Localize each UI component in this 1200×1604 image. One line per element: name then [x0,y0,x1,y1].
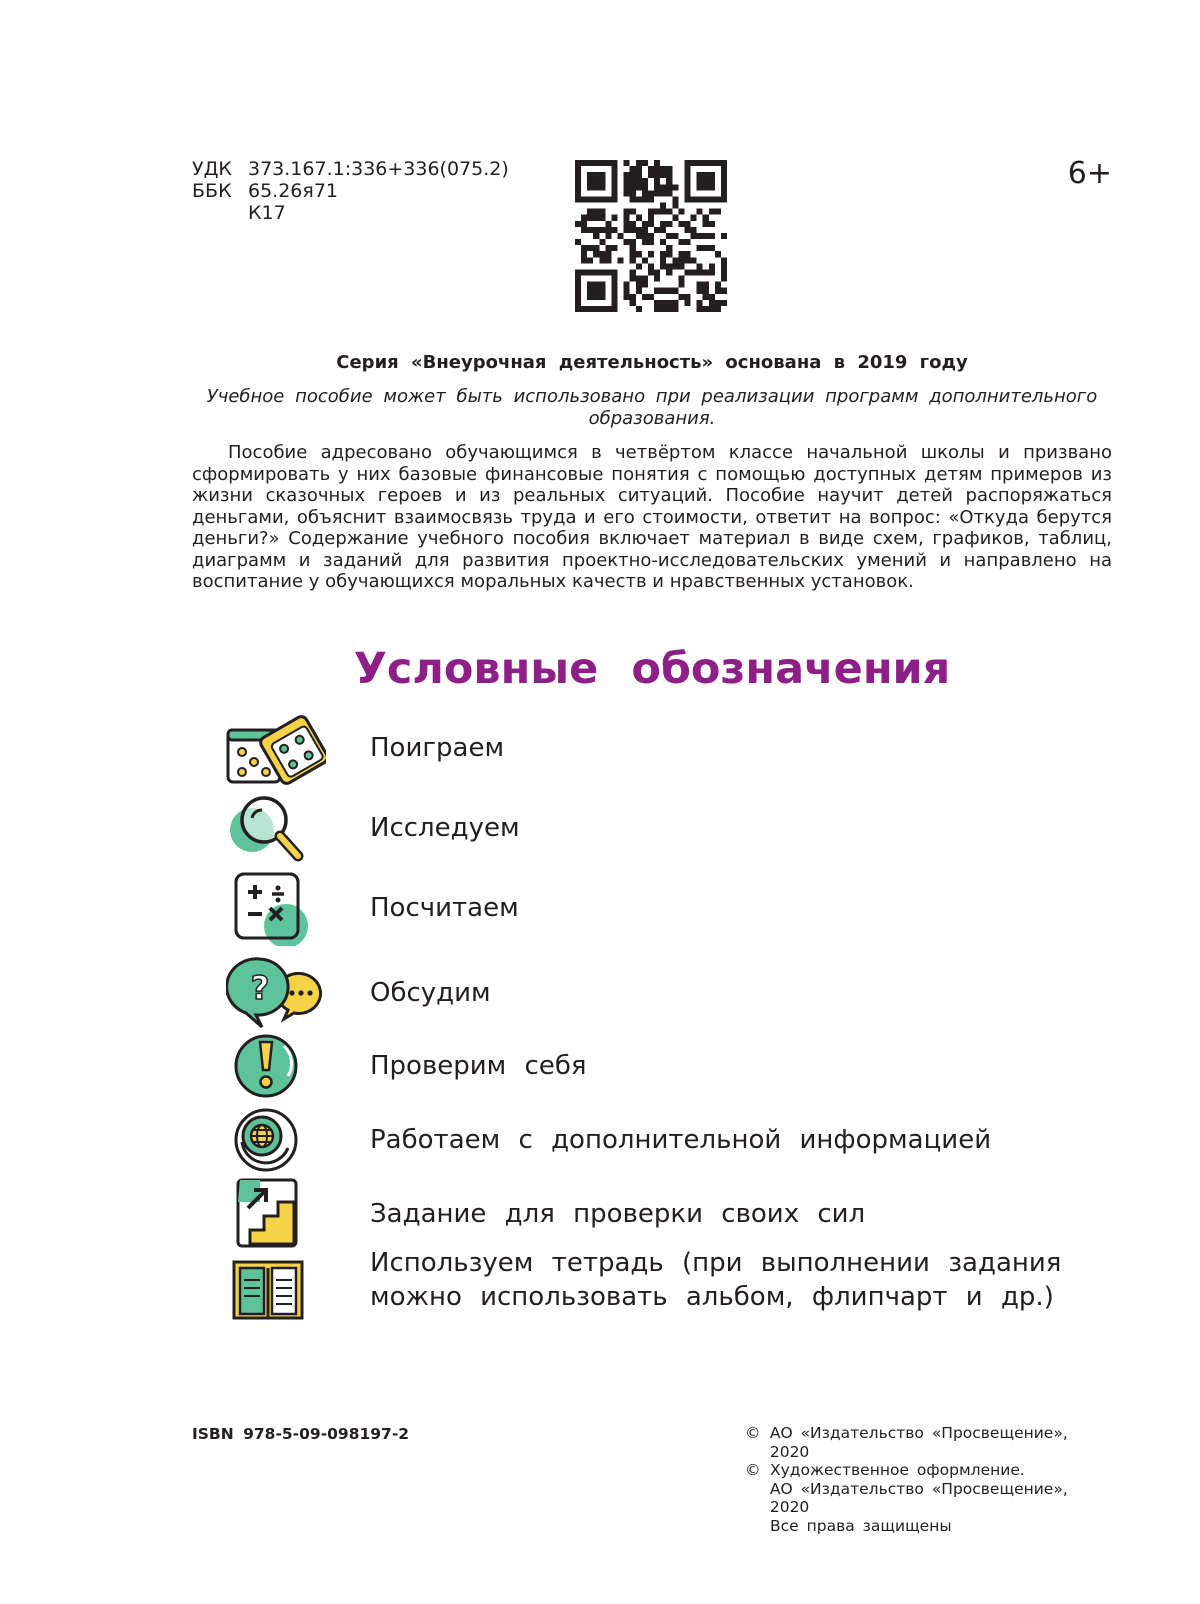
legend-label: Работаем с дополнительной информацией [370,1125,992,1155]
legend-label: Обсудим [370,978,491,1008]
chat-bubbles-icon [226,955,326,1031]
calculator-icon [226,870,326,946]
udk-value: 373.167.1:336+336(075.2) [248,158,509,180]
legend-label: Посчитаем [370,893,519,923]
copyright-line-4: Все права защищены [770,1516,952,1535]
age-rating: 6+ [1067,156,1112,191]
legend-title: Условные обозначения [353,644,951,694]
isbn: ISBN 978-5-09-098197-2 [192,1425,410,1443]
copyright-symbol: © [745,1424,761,1442]
copyright-line-2: Художественное оформление. [770,1461,1025,1479]
legend-label-line-1: Используем тетрадь (при выполнении задания [370,1248,1062,1278]
annotation: Пособие адресовано обучающимся в четвёртом классе начальной школы и призвано сформировать у них базовые финансовые понятия с помощью доступных детям примеров из жизни сказочных героев и из реальных ситуаций. Пособие научит детей распоряжаться деньгами, объяснит взаимосвязь труда и его стоимости, ответит на вопрос: «Откуда берутся деньги?» Содержание учебного пособия включает материал в виде схем, графиков, таблиц, диаграмм и заданий для развития проектно-исследовательских умений и направлено на воспитание у обучающихся моральных качеств и нравственных установок. [192,442,1112,592]
copyright-line-3: АО «Издательство «Просвещение», 2020 [769,1479,1068,1516]
exclamation-icon [226,1028,326,1104]
qr-code[interactable] [575,160,727,312]
legend-item-discuss [226,953,491,1033]
legend-item-notebook [226,1248,1062,1332]
legend-label-line-2: можно использовать альбом, флипчарт и др.) [370,1282,1054,1312]
legend-item-play [226,708,505,788]
legend-label: Задание для проверки своих сил [370,1199,866,1229]
globe-icon [226,1102,326,1178]
notebook-icon [226,1254,326,1330]
legend-label: Исследуем [370,813,520,843]
legend-item-selfcheck [226,1026,587,1106]
bbk-value: 65.26я71 [248,180,338,202]
bbk-label: ББК [192,180,232,202]
legend-label: Проверим себя [370,1051,587,1081]
usage-note: Учебное пособие может быть использовано при реализации программ дополнительного образования. [206,386,1098,429]
copyright-symbol: © [745,1461,761,1479]
bibliographic-block [192,158,509,224]
copyright-line-1: АО «Издательство «Просвещение», 2020 [769,1424,1068,1461]
legend-item-count [226,868,519,948]
legend-label: Поиграем [370,733,505,763]
author-mark: К17 [248,202,286,224]
legend-label-multiline [370,1246,1061,1314]
copyright-block [745,1424,1113,1535]
udk-label: УДК [192,158,232,180]
series-line: Серия «Внеурочная деятельность» основана в 2019 году [336,352,968,373]
magnifier-icon [226,790,326,866]
legend-item-research [226,788,520,868]
svg-text:?: ? [250,969,270,1007]
dice-icon [226,710,326,786]
legend-item-extra-info [226,1100,992,1180]
legend-item-challenge [226,1174,866,1254]
stairs-arrow-icon [226,1176,326,1252]
